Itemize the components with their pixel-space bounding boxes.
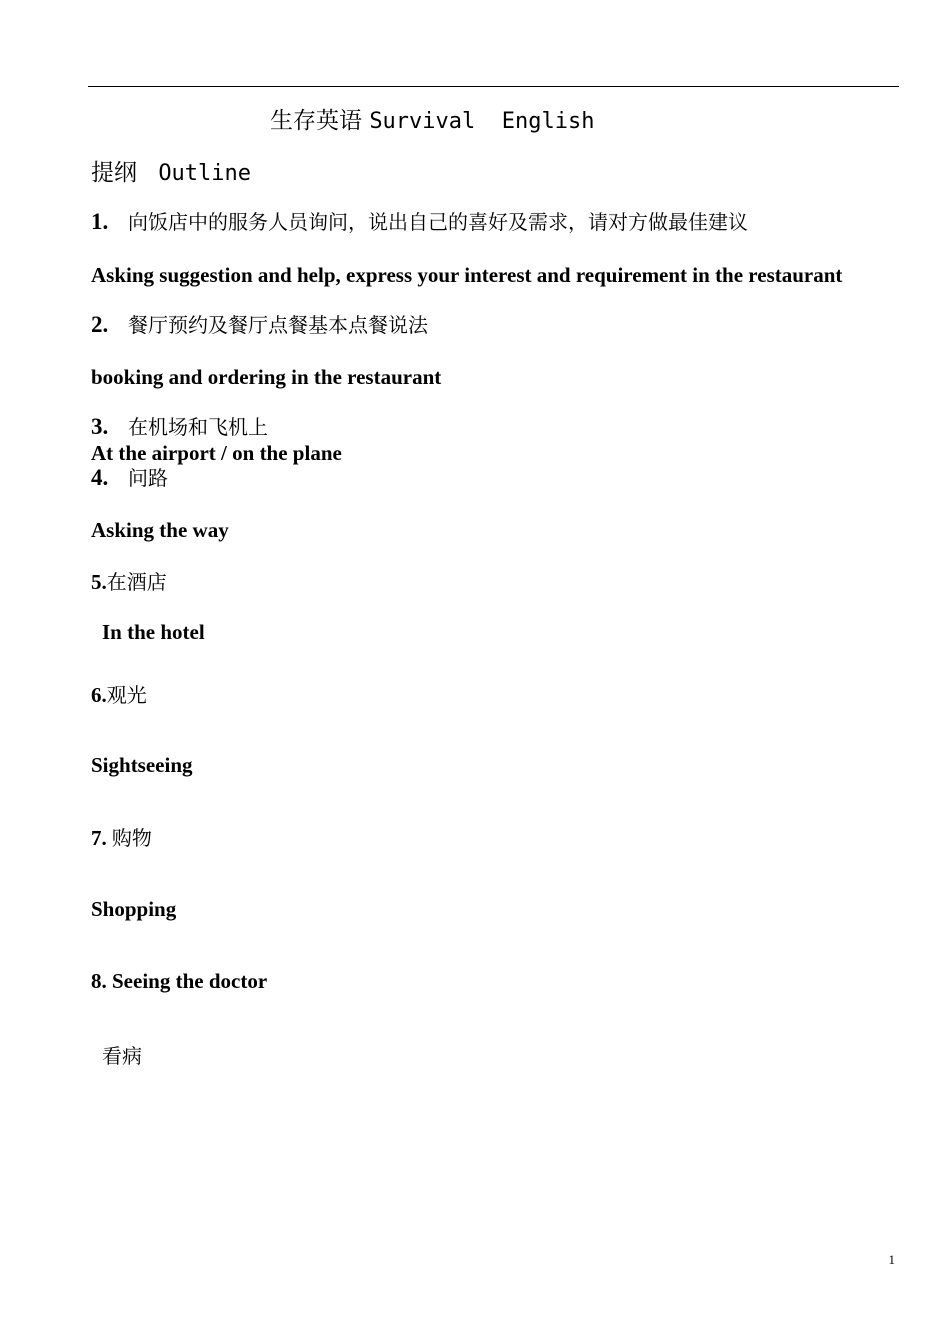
outline-item-8-en (91, 969, 267, 994)
page-number: 1 (888, 1252, 895, 1267)
outline-item-7-en: Shopping (91, 897, 177, 921)
item-chinese-text: 在机场和飞机上 (128, 415, 268, 439)
outline-item-3-en: At the airport / on the plane (91, 441, 342, 465)
outline-heading (91, 154, 251, 187)
item-number: 4. (91, 465, 109, 490)
outline-item-5-en: In the hotel (102, 620, 205, 644)
outline-chinese: 提纲 (91, 160, 137, 186)
item-number: 7. (91, 826, 107, 850)
item-english-text: Seeing the doctor (112, 969, 268, 993)
item-number: 1. (91, 209, 109, 234)
outline-item-6-cn (91, 679, 147, 708)
outline-item-3-cn (91, 411, 268, 440)
outline-item-1-en: Asking suggestion and help, express your interest and requirement in the restaurant (91, 263, 843, 287)
item-number: 3. (91, 414, 109, 439)
outline-item-2-en: booking and ordering in the restaurant (91, 365, 442, 389)
item-chinese-text: 在酒店 (106, 570, 167, 594)
item-number: 5. (91, 570, 107, 594)
title-chinese: 生存英语 (270, 108, 362, 134)
item-number: 8. (91, 969, 107, 993)
document-title (270, 102, 594, 135)
outline-item-4-cn (91, 462, 168, 491)
outline-item-2-cn (91, 309, 428, 338)
item-number: 6. (91, 683, 107, 707)
outline-english: Outline (158, 161, 252, 186)
item-number: 2. (91, 312, 109, 337)
outline-item-5-cn (91, 566, 167, 595)
outline-item-4-en: Asking the way (91, 518, 229, 542)
item-chinese-text: 问路 (128, 466, 168, 490)
item-chinese-text: 向饭店中的服务人员询问，说出自己的喜好及需求，请对方做最佳建议 (128, 210, 748, 234)
header-rule (88, 86, 899, 87)
title-english: Survival English (369, 109, 595, 134)
item-chinese-text: 观光 (106, 683, 147, 707)
outline-item-7-cn (91, 822, 152, 851)
item-chinese-text: 餐厅预约及餐厅点餐基本点餐说法 (128, 313, 428, 337)
outline-item-8-cn: 看病 (102, 1044, 142, 1068)
outline-item-1-cn (91, 206, 748, 235)
item-chinese-text: 购物 (111, 826, 152, 850)
outline-item-6-en: Sightseeing (91, 753, 193, 777)
